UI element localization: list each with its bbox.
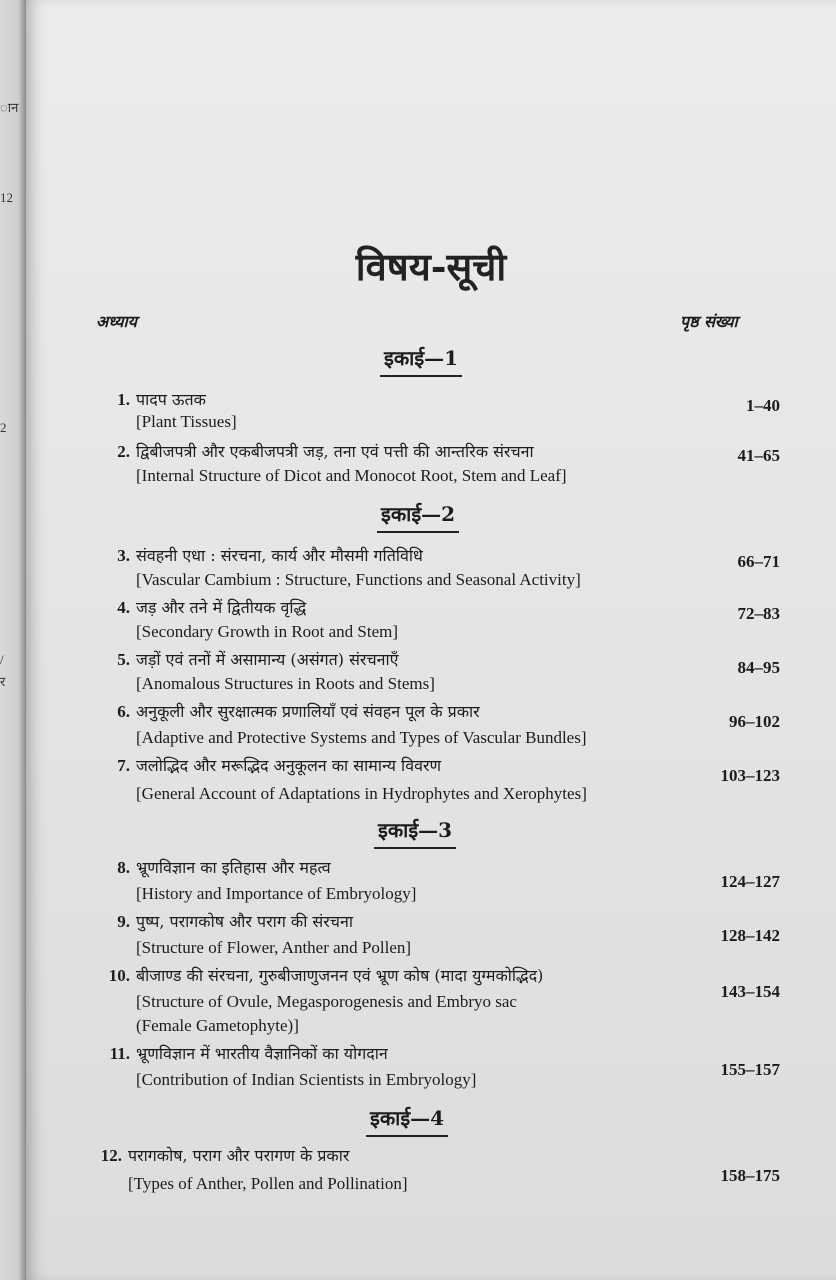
entry-title-hindi: जड़ और तने में द्वितीयक वृद्धि bbox=[136, 598, 307, 617]
entry-page-range: 155–157 bbox=[720, 1060, 780, 1079]
chapter-column-header: अध्याय bbox=[96, 312, 137, 331]
entry-title-english: [Secondary Growth in Root and Stem] bbox=[136, 622, 399, 641]
entry-number: 9. bbox=[117, 912, 130, 931]
entry-title-hindi: जड़ों एवं तनों में असामान्य (असंगत) संरचनाएँ bbox=[136, 650, 399, 669]
unit-heading-2: इकाई—2 bbox=[377, 500, 459, 533]
entry-page-range: 66–71 bbox=[737, 552, 780, 571]
entry-title-english: [General Account of Adaptations in Hydrophytes and Xerophytes] bbox=[136, 784, 587, 803]
edge-text-fragment: 12 bbox=[0, 190, 13, 205]
entry-page-range: 158–175 bbox=[720, 1166, 780, 1185]
page-title: विषय-सूची bbox=[355, 244, 507, 289]
entry-title-english: [Structure of Ovule, Megasporogenesis and Embryo sac bbox=[136, 992, 517, 1011]
entry-page-range: 1–40 bbox=[746, 396, 780, 415]
entry-title-hindi: पादप ऊतक bbox=[136, 390, 206, 409]
unit-heading-4: इकाई—4 bbox=[366, 1104, 448, 1137]
entry-title-english: [Adaptive and Protective Systems and Types of Vascular Bundles] bbox=[136, 728, 587, 747]
entry-title-hindi: भ्रूणविज्ञान का इतिहास और महत्व bbox=[136, 858, 331, 877]
entry-title-hindi: संवहनी एधा : संरचना, कार्य और मौसमी गतिविधि bbox=[136, 546, 423, 565]
entry-title-english: [Contribution of Indian Scientists in Embryology] bbox=[136, 1070, 477, 1089]
adjacent-page-edge bbox=[0, 0, 26, 1280]
contents-page bbox=[26, 0, 836, 1280]
entry-number: 10. bbox=[108, 966, 130, 985]
entry-number: 12. bbox=[100, 1146, 122, 1165]
page-number-column-header: पृष्ठ संख्या bbox=[680, 312, 738, 331]
entry-title-hindi: द्विबीजपत्री और एकबीजपत्री जड़, तना एवं पत्ती की आन्तरिक संरचना bbox=[136, 442, 534, 461]
entry-title-hindi: परागकोष, पराग और परागण के प्रकार bbox=[128, 1146, 350, 1165]
entry-number: 2. bbox=[117, 442, 130, 461]
entry-page-range: 72–83 bbox=[737, 604, 780, 623]
entry-title-english: [Plant Tissues] bbox=[136, 412, 237, 431]
edge-text-fragment: 2 bbox=[0, 420, 7, 435]
entry-title-english: [History and Importance of Embryology] bbox=[136, 884, 417, 903]
entry-page-range: 124–127 bbox=[720, 872, 780, 891]
entry-title-hindi: अनुकूली और सुरक्षात्मक प्रणालियाँ एवं संवहन पूल के प्रकार bbox=[136, 702, 480, 721]
entry-page-range: 96–102 bbox=[729, 712, 780, 731]
entry-page-range: 84–95 bbox=[737, 658, 780, 677]
entry-number: 1. bbox=[117, 390, 130, 409]
entry-number: 7. bbox=[117, 756, 130, 775]
unit-heading-3: इकाई—3 bbox=[374, 816, 456, 849]
entry-page-range: 128–142 bbox=[720, 926, 780, 945]
entry-number: 8. bbox=[117, 858, 130, 877]
entry-number: 3. bbox=[117, 546, 130, 565]
unit-heading-1: इकाई—1 bbox=[380, 344, 462, 377]
entry-title-hindi: भ्रूणविज्ञान में भारतीय वैज्ञानिकों का योगदान bbox=[136, 1044, 388, 1063]
edge-text-fragment: ान bbox=[0, 100, 19, 115]
entry-title-hindi: पुष्प, परागकोष और पराग की संरचना bbox=[136, 912, 353, 931]
entry-number: 4. bbox=[117, 598, 130, 617]
entry-title-english: [Anomalous Structures in Roots and Stems] bbox=[136, 674, 435, 693]
entry-title-english: [Structure of Flower, Anther and Pollen] bbox=[136, 938, 412, 957]
entry-title-english: [Internal Structure of Dicot and Monocot Root, Stem and Leaf] bbox=[136, 466, 567, 485]
edge-text-fragment: / bbox=[0, 652, 4, 667]
entry-number: 5. bbox=[117, 650, 130, 669]
entry-title-hindi: जलोद्भिद और मरूद्भिद अनुकूलन का सामान्य विवरण bbox=[136, 756, 442, 775]
entry-page-range: 143–154 bbox=[720, 982, 780, 1001]
entry-title-english: [Types of Anther, Pollen and Pollination] bbox=[128, 1174, 408, 1193]
entry-page-range: 41–65 bbox=[737, 446, 780, 465]
edge-text-fragment: र bbox=[0, 674, 6, 689]
entry-title-hindi: बीजाण्ड की संरचना, गुरुबीजाणुजनन एवं भ्रूण कोष (मादा युग्मकोद्भिद) bbox=[136, 966, 544, 985]
entry-title-english-continued: (Female Gametophyte)] bbox=[136, 1016, 299, 1035]
entry-page-range: 103–123 bbox=[720, 766, 780, 785]
entry-number: 6. bbox=[117, 702, 130, 721]
entry-number: 11. bbox=[109, 1044, 130, 1063]
entry-title-english: [Vascular Cambium : Structure, Functions and Seasonal Activity] bbox=[136, 570, 581, 589]
